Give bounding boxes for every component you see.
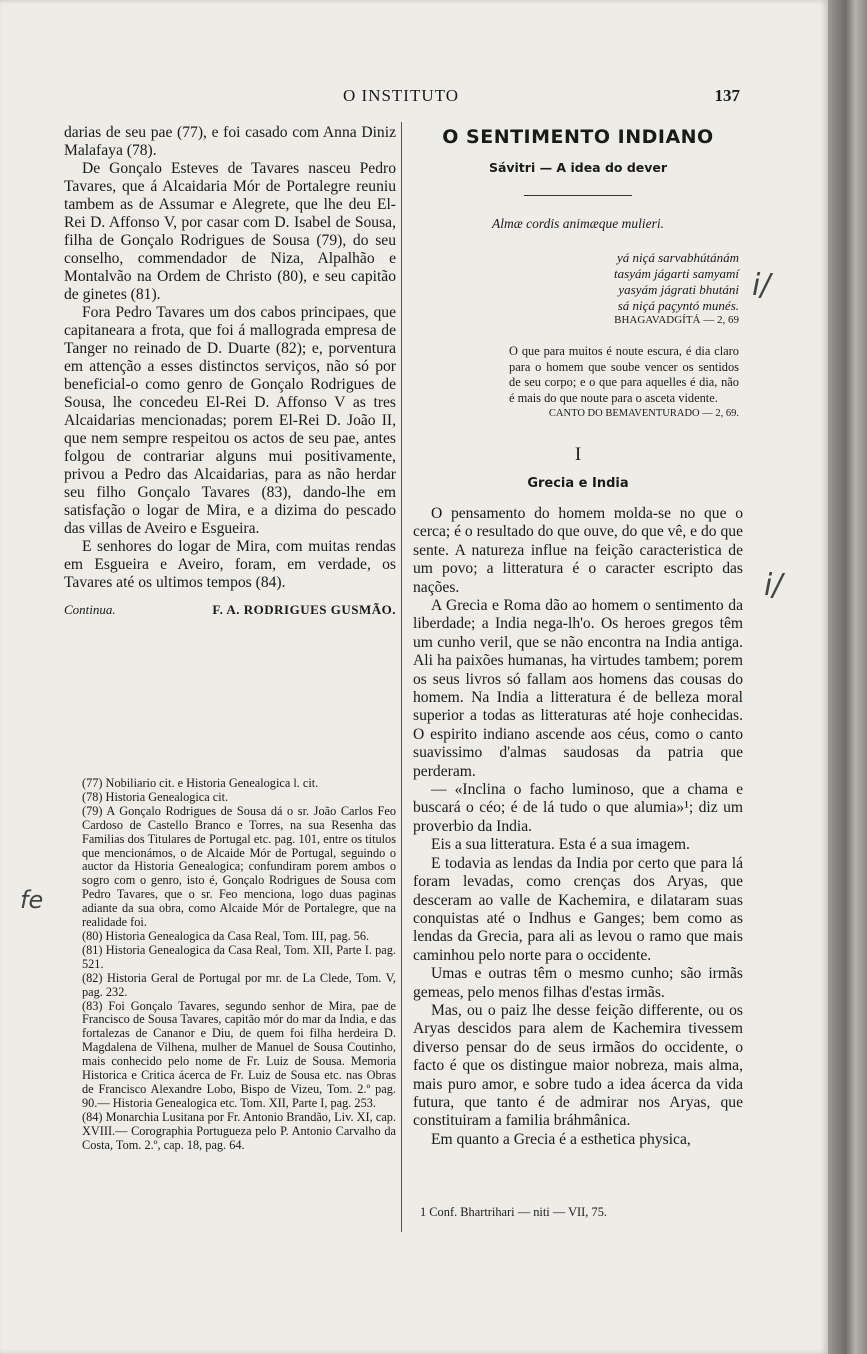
page-number: 137 bbox=[714, 86, 740, 105]
sanskrit-verse bbox=[509, 250, 743, 314]
article-signature bbox=[64, 602, 396, 618]
footnote: (79) A Gonçalo Rodrigues de Sousa dá o sr. João Carlos Feo Cardoso de Castello Branco e Torres, na sua Resenha das Familias dos Titulares de Portugal etc. pag. 101, entre os titulos que mencionámos, o de Alcaide Mór de Portugal, seguindo o auctor da Historia Genealogica; confundiram porem ambos o sogro com o genro, isto é, Gonçalo Rodrigues de Sousa com Pedro Tavares, que o sr. Feo menciona, logo duas paginas adiante da sua obra, como Alcaide Mór de Portalegre, que na realidade foi. bbox=[82, 803, 396, 930]
article-subtitle: Sávitri — A idea do dever bbox=[488, 160, 668, 175]
verse-source: BHAGAVADGÍTÁ — 2, 69 bbox=[614, 314, 739, 326]
translation-text: O que para muitos é noute escura, é dia claro para o homem que soube vencer os sentidos de seu corpo; e o que para aquelles é dia, não é mais do que noute para o asceta vidente. bbox=[509, 344, 739, 405]
paragraph: Eis a sua litteratura. Esta é a sua imagem. bbox=[431, 836, 690, 854]
author-name: F. A. RODRIGUES GUSMÃO. bbox=[212, 602, 396, 617]
verse-line: tasyám jágarti samyamí bbox=[614, 266, 739, 281]
paragraph: Umas e outras têm o mesmo cunho; são irmãs gemeas, pelo menos filhas d'estas irmãs. bbox=[413, 965, 743, 1001]
translation-source: CANTO DO BEMAVENTURADO — 2, 69. bbox=[548, 408, 739, 420]
paragraph: Fora Pedro Tavares um dos cabos principaes, que capitaneara a frota, que foi á mallograda empresa de Tanger no reinado de D. Duarte (82); e, porventura em attenção a esses distinctos serviços, não só por beneficial-o como genro de Gonçalo Rodrigues de Sousa, lhe concedeu El-Rei D. Affonso V as tres Alcaidarias mencionadas; porem El-Rei D. João II, que nem sempre respeitou os actos de seu pae, antes folgou de contrariar alguns mui positivamente, privou a Pedro das Alcaidarias, para as não herdar seu filho Gonçalo Tavares (83), dando-lhe em satisfação o logar de Mira, e a dizima do pescado das villas de Aveiro e Esgueira. bbox=[64, 304, 396, 537]
left-column bbox=[64, 124, 396, 618]
pencil-mark-icon: fe bbox=[20, 886, 44, 914]
continua-label: Continua. bbox=[64, 602, 116, 617]
paragraph: darias de seu pae (77), e foi casado com Anna Diniz Malafaya (78). bbox=[64, 124, 396, 159]
section-title: Grecia e India bbox=[527, 475, 629, 491]
running-title: O INSTITUTO bbox=[343, 86, 459, 105]
pencil-mark-icon: i/ bbox=[752, 268, 771, 303]
footnote: (83) Foi Gonçalo Tavares, segundo senhor de Mira, pae de Francisco de Sousa Tavares, capitão mór do mar da India, e das fortalezas de Cananor e Diu, de quem foi filha herdeira D. Magdalena de Vilhena, mulher de Manuel de Sousa Coutinho, mais conhecido pelo nome de Fr. Luiz de Sousa. Memoria Historica e Critica ácerca de Fr. Luiz de Sousa etc. nas Obras de Francisco Alexandre Lobo, Bispo de Vizeu, Tom. 2.º pag. 90.— Historia Genealogica etc. Tom. XII, Parte I, pag. 253. bbox=[82, 998, 396, 1110]
page-edge bbox=[828, 0, 867, 1354]
paragraph: Em quanto a Grecia é a esthetica physica, bbox=[431, 1130, 691, 1148]
footnote: (77) Nobiliario cit. e Historia Genealogica l. cit. bbox=[82, 776, 319, 790]
article-title: O SENTIMENTO INDIANO bbox=[442, 126, 714, 148]
verse-line: yasyám jágrati bhutáni bbox=[618, 282, 739, 297]
column-divider bbox=[401, 122, 402, 1232]
title-rule bbox=[524, 195, 632, 196]
section-numeral: I bbox=[574, 443, 582, 465]
footnote: (82) Historia Geral de Portugal por mr. de La Clede, Tom. V, pag. 232. bbox=[82, 970, 396, 999]
paragraph: E senhores do logar de Mira, com muitas rendas em Esgueira e Aveiro, foram, em verdade, os Tavares até os ultimos tempos (84). bbox=[64, 538, 396, 591]
verse-line: sá niçá paçyntó munés. bbox=[617, 298, 739, 313]
right-footnote: 1 Conf. Bhartrihari — niti — VII, 75. bbox=[420, 1205, 607, 1219]
footnote: (80) Historia Genealogica da Casa Real, Tom. III, pag. 56. bbox=[82, 928, 370, 943]
footnote: (84) Monarchia Lusitana por Fr. Antonio Brandão, Liv. XI, cap. XVIII.— Corographia Portugueza pelo P. Antonio Carvalho da Costa, Tom. 2.º, cap. 18, pag. 64. bbox=[82, 1109, 396, 1152]
verse-line: yá niçá sarvabhútánám bbox=[616, 250, 739, 265]
running-head bbox=[60, 86, 740, 112]
paragraph: De Gonçalo Esteves de Tavares nasceu Pedro Tavares, que á Alcaidaria Mór de Portalegre reuniu tambem as de Assumar e Alegrete, que lhe deu El-Rei D. Affonso V, por casar com D. Isabel de Sousa, filha de Gonçalo Rodrigues de Sousa (79), do seu conselho, commendador de Niza, Alpalhão e Montalvão na Ordem de Christo (80), e seu capitão de ginetes (81). bbox=[64, 160, 396, 303]
paragraph: — «Inclina o facho luminoso, que a chama e buscará o céo; é de lá tudo o que alumia»¹; diz um proverbio da India. bbox=[413, 781, 743, 835]
epigraph: Almæ cordis animæque mulieri. bbox=[492, 216, 664, 231]
left-footnotes bbox=[82, 777, 396, 1152]
pencil-mark-icon: i/ bbox=[764, 568, 783, 603]
footnote: (81) Historia Genealogica da Casa Real, Tom. XII, Parte I. pag. 521. bbox=[82, 942, 396, 971]
paragraph: O pensamento do homem molda-se no que o cerca; é o resultado do que ouve, do que vê, e do que sente. A natureza influe na feição caracteristica de um povo; a litteratura é o caracter escripto das nações. bbox=[413, 504, 743, 596]
footnote: (78) Historia Genealogica cit. bbox=[82, 789, 229, 804]
right-column bbox=[413, 124, 743, 1149]
paragraph: Mas, ou o paiz lhe desse feição differente, ou os Aryas descidos para alem de Kachemira tivessem diverso pensar do de seus irmãos do occidente, o facto é que os distingue maior nobreza, mais alma, mais puro amor, e sobre tudo a idea ácerca da vida futura, que tanto é de admirar nos Aryas, que constituiram a familia bráhmânica. bbox=[413, 1001, 743, 1130]
paragraph: E todavia as lendas da India por certo que para lá foram levadas, como crenças dos Aryas, que desceram ao valle de Kachemira, e dilataram suas conquistas até o Indhus e Ganges; bem como as lendas da Grecia, para ali as levou o ramo que mais caminhou pelo norte para o occidente. bbox=[413, 854, 743, 964]
verse-translation bbox=[509, 344, 739, 422]
paragraph: A Grecia e Roma dão ao homem o sentimento da liberdade; a India nega-lh'o. Os heroes gregos têm um cunho veril, que se não encontra na India antiga. Ali ha paixões humanas, ha virtudes tambem; porem os seus livros só fallam aos homens das cousas do homem. Na India a litteratura é de belleza moral superior a todas as litteraturas até hoje conhecidas. O espirito indiano ascende aos céus, como o canto suavissimo d'almas saudosas da patria que perderam. bbox=[413, 597, 743, 780]
